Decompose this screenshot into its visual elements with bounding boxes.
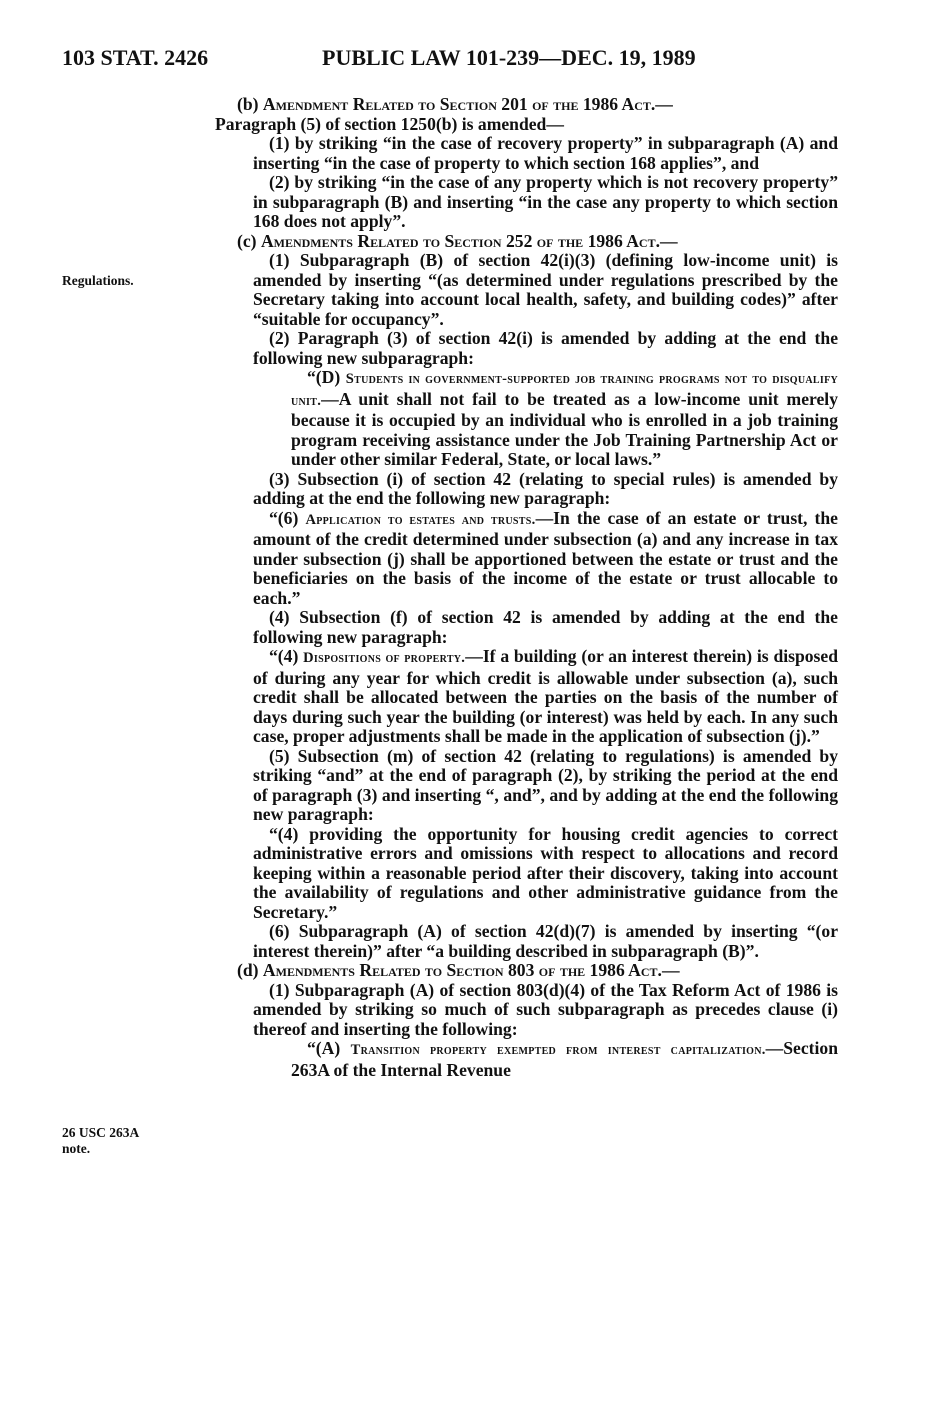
- quote-6-text: —In the case of an estate or trust, the amount of the credit determined under subsection (a) and any increase in tax under subsection (j) shall be apportioned between the estate or trust and the beneficiaries on the basis of the income of the estate or trust allocable to each.”: [253, 507, 838, 608]
- quote-6-heading: Application to estates and trusts.: [305, 511, 536, 528]
- section-c-item-3: (3) Subsection (i) of section 42 (relating to special rules) is amended by adding at the end the following new paragraph:: [253, 468, 838, 508]
- document-body: [215, 95, 838, 1080]
- section-c-item-5-quote: “(4) providing the opportunity for housing credit agencies to correct administrative errors and omissions with respect to allocations and record keeping within a reasonable period after their discovery, taking into account the availability of regulations and other administrative guidance from the Secretary.”: [253, 823, 838, 922]
- section-c-item-1: (1) Subparagraph (B) of section 42(i)(3) (defining low-income unit) is amended by inserting “(as determined under regulations prescribed by the Secretary taking into account local health, safety, and building codes)” after “suitable for occupancy”.: [253, 250, 838, 329]
- section-c-title: Amendments Related to Section 252 of the 1986 Act.—: [260, 230, 678, 251]
- quote-a-text: —Section 263A of the Internal Revenue: [291, 1038, 838, 1080]
- quote-a-label: “(A): [307, 1038, 341, 1058]
- section-b-item-1: (1) by striking “in the case of recovery property” in subparagraph (A) and inserting “in the case of property to which section 168 applies”, and: [253, 133, 838, 173]
- quote-4-text: —If a building (or an interest therein) is disposed of during any year for which credit is allowable under subsection (a), such credit shall be allocated between the parties on the basis of the number of days during such year the building (or interest) was held by each. In any such case, proper adjustments shall be made in the application of subsection (j).”: [253, 646, 838, 746]
- quote-d-label: “(D): [307, 367, 341, 387]
- section-c-item-4-quote: [253, 647, 838, 747]
- quote-6-label: “(6): [269, 507, 299, 528]
- section-c-items: [215, 251, 838, 368]
- section-c-item-3-block: [215, 470, 838, 962]
- public-law-title: PUBLIC LAW 101-239—DEC. 19, 1989: [322, 45, 696, 70]
- margin-note-regulations: Regulations.: [62, 273, 134, 288]
- margin-note-usc-line2: note.: [62, 1141, 91, 1156]
- section-d-items: [215, 981, 838, 1040]
- section-b-label: (b): [237, 94, 259, 114]
- section-d-label: (d): [237, 960, 259, 980]
- section-c-heading: [215, 232, 838, 252]
- section-b-intro: Paragraph (5) of section 1250(b) is amended—: [215, 113, 564, 134]
- section-c-item-2-quote: [215, 368, 838, 470]
- section-c-item-6: (6) Subparagraph (A) of section 42(d)(7) is amended by inserting “(or interest therein)” after “a building described in subparagraph (B)”.: [253, 921, 838, 961]
- margin-note-usc-line1: 26 USC 263A: [62, 1125, 140, 1140]
- section-b-item-2: (2) by striking “in the case of any property which is not recovery property” in subparagraph (B) and inserting “in the case any property to which section 168 does not apply”.: [253, 172, 838, 231]
- section-c-item-3-quote: [253, 509, 838, 609]
- quote-a-heading: Transition property exempted from interest capitalization.: [350, 1042, 766, 1058]
- section-b-title: Amendment Related to Section 201 of the 1986 Act.—: [262, 94, 673, 114]
- section-c-item-5: (5) Subsection (m) of section 42 (relating to regulations) is amended by striking “and” at the end of paragraph (2), by striking the period at the end of paragraph (3) and inserting “, and”, and by adding at the end the following new paragraph:: [253, 745, 838, 824]
- stat-page-number: 103 STAT. 2426: [62, 45, 209, 70]
- margin-note-usc: [62, 1125, 139, 1157]
- section-d-item-1: (1) Subparagraph (A) of section 803(d)(4) of the Tax Reform Act of 1986 is amended by striking so much of such subparagraph as precedes clause (i) thereof and inserting the following:: [253, 979, 838, 1039]
- quote-d-text: —A unit shall not fail to be treated as a low-income unit merely because it is occupied by an individual who is enrolled in a job training program receiving assistance under the Job Training Partnership Act or under other similar Federal, State, or local laws.”: [291, 388, 838, 469]
- section-c-item-4: (4) Subsection (f) of section 42 is amended by adding at the end the following new paragraph:: [253, 607, 838, 647]
- section-b-heading: [215, 95, 838, 115]
- section-d-heading: [215, 961, 838, 981]
- section-d-title: Amendments Related to Section 803 of the 1986 Act.—: [262, 960, 680, 980]
- page-header: [62, 45, 900, 75]
- quote-4-heading: Dispositions of property.: [303, 650, 466, 666]
- quote-d-heading: Students in government-supported job training programs not to disqualify unit.: [291, 371, 838, 409]
- quote-4-label: “(4): [269, 646, 299, 666]
- section-c-label: (c): [237, 230, 257, 251]
- section-c-item-2: (2) Paragraph (3) of section 42(i) is amended by adding at the end the following new subparagraph:: [253, 328, 838, 368]
- section-b-items: [215, 134, 838, 232]
- section-d-item-1-quote: [215, 1039, 838, 1080]
